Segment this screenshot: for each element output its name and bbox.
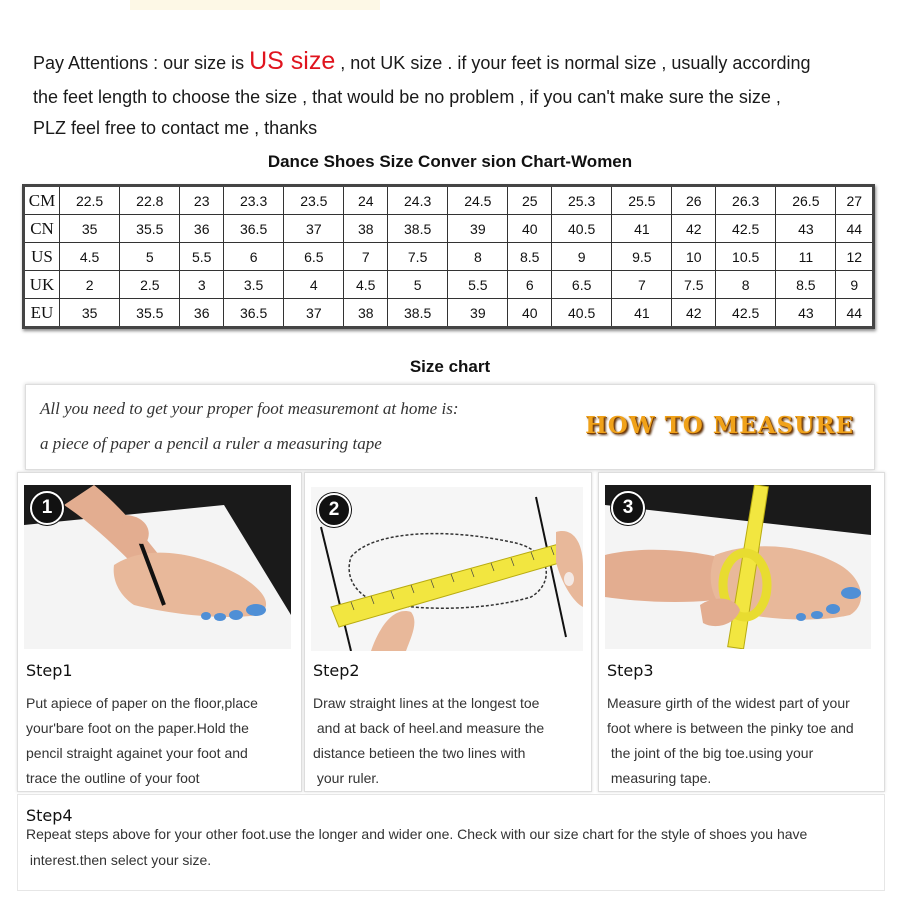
size-cell: 7 [612,271,672,299]
size-cell: 40 [508,215,552,243]
step1-number-badge: 1 [30,491,64,525]
size-cell: 42 [672,299,716,328]
size-cell: 2 [60,271,120,299]
size-cell: 23 [180,186,224,215]
size-cell: 11 [776,243,836,271]
size-cell: 26.3 [716,186,776,215]
size-row-label: CN [24,215,60,243]
size-cell: 35.5 [120,215,180,243]
size-cell: 39 [448,299,508,328]
step3-photo [605,485,871,649]
size-cell: 39 [448,215,508,243]
size-cell: 24.5 [448,186,508,215]
size-cell: 5.5 [180,243,224,271]
size-cell: 5 [388,271,448,299]
step2-photo [311,487,583,651]
size-cell: 26 [672,186,716,215]
size-cell: 6.5 [284,243,344,271]
foot-tracing-illustration [24,485,291,649]
size-cell: 43 [776,299,836,328]
us-size-highlight: US size [249,47,336,75]
size-cell: 38.5 [388,299,448,328]
size-cell: 35 [60,299,120,328]
size-cell: 41 [612,215,672,243]
size-cell: 8.5 [776,271,836,299]
size-cell: 37 [284,299,344,328]
size-cell: 7.5 [388,243,448,271]
step1-text-line: Put apiece of paper on the floor,place [26,695,258,711]
size-cell: 42.5 [716,215,776,243]
step4-text [26,821,866,873]
step3-text-line: foot where is between the pinky toe and [607,720,854,736]
size-cell: 5 [120,243,180,271]
size-cell: 8 [448,243,508,271]
size-row-label: US [24,243,60,271]
size-cell: 8 [716,271,776,299]
measure-intro-box [25,384,875,470]
step1-text-line: your'bare foot on the paper.Hold the [26,720,249,736]
step2-text-line: Draw straight lines at the longest toe [313,695,540,711]
step3-text [607,691,879,791]
size-cell: 38 [344,215,388,243]
size-cell: 6 [224,243,284,271]
size-cell: 36 [180,299,224,328]
size-cell: 38 [344,299,388,328]
size-cell: 4 [284,271,344,299]
size-cell: 6.5 [552,271,612,299]
size-cell: 42 [672,215,716,243]
step3-text-line: Measure girth of the widest part of your [607,695,850,711]
size-cell: 38.5 [388,215,448,243]
size-cell: 10.5 [716,243,776,271]
notice-line-2: the feet length to choose the size , that would be no problem , if you can't make sure the size , [33,87,781,107]
size-cell: 44 [836,299,874,328]
size-cell: 7 [344,243,388,271]
size-cell: 7.5 [672,271,716,299]
step1-text-line: pencil straight againet your foot and [26,745,248,761]
notice-line-1 [33,44,883,80]
size-cell: 44 [836,215,874,243]
size-cell: 8.5 [508,243,552,271]
size-cell: 24.3 [388,186,448,215]
top-edge-strip [130,0,380,10]
size-row-cn [24,215,874,243]
size-chart-title: Dance Shoes Size Conver sion Chart-Women [267,152,633,171]
size-cell: 25 [508,186,552,215]
size-row-us [24,243,874,271]
size-cell: 24 [344,186,388,215]
notice-line-3: PLZ feel free to contact me , thanks [33,118,318,138]
size-row-cm [24,186,874,215]
size-row-label: UK [24,271,60,299]
how-to-measure-logo: HOW TO MEASURE [585,412,854,439]
size-cell: 23.5 [284,186,344,215]
step3-panel [598,472,885,792]
size-cell: 4.5 [344,271,388,299]
size-cell: 25.3 [552,186,612,215]
step2-number-badge: 2 [317,493,351,527]
step2-text [313,691,583,791]
step3-text-line: measuring tape. [607,770,712,786]
size-cell: 22.8 [120,186,180,215]
step2-text-line: your ruler. [313,770,380,786]
size-cell: 35 [60,215,120,243]
size-cell: 6 [508,271,552,299]
size-row-label: CM [24,186,60,215]
size-cell: 36 [180,215,224,243]
size-cell: 9.5 [612,243,672,271]
size-cell: 22.5 [60,186,120,215]
size-cell: 40.5 [552,215,612,243]
size-row-uk [24,271,874,299]
size-chart-heading: Size chart [409,357,491,376]
size-cell: 5.5 [448,271,508,299]
measure-intro-line-2: a piece of paper a pencil a ruler a measuring tape [40,434,382,453]
step1-panel [17,472,302,792]
size-cell: 41 [612,299,672,328]
size-row-label: EU [24,299,60,328]
notice-prefix: Pay Attentions : our size is [33,53,245,73]
step1-label: Step1 [26,661,73,680]
size-cell: 9 [836,271,874,299]
measure-intro-line-1: All you need to get your proper foot measuremont at home is: [40,399,459,418]
step1-text [26,691,288,791]
size-cell: 36.5 [224,215,284,243]
size-notice [33,44,883,142]
size-cell: 27 [836,186,874,215]
size-cell: 42.5 [716,299,776,328]
size-cell: 35.5 [120,299,180,328]
size-conversion-table [22,184,875,329]
step2-text-line: distance betieen the two lines with [313,745,526,761]
notice-line1-suffix: , not UK size . if your feet is normal size , usually according [340,53,811,73]
size-cell: 2.5 [120,271,180,299]
step1-text-line: trace the outline of your foot [26,770,200,786]
size-cell: 25.5 [612,186,672,215]
step2-label: Step2 [313,661,360,680]
step3-text-line: the joint of the big toe.using your [607,745,814,761]
step1-photo [24,485,291,649]
step3-label: Step3 [607,661,654,680]
size-row-eu [24,299,874,328]
step2-panel [304,472,592,792]
size-cell: 26.5 [776,186,836,215]
step4-text-line: interest.then select your size. [26,852,212,868]
size-cell: 40.5 [552,299,612,328]
size-cell: 40 [508,299,552,328]
size-cell: 4.5 [60,243,120,271]
size-cell: 23.3 [224,186,284,215]
step4-label: Step4 [26,806,73,825]
size-table-body [24,186,874,328]
size-cell: 37 [284,215,344,243]
size-cell: 3 [180,271,224,299]
size-cell: 9 [552,243,612,271]
size-cell: 36.5 [224,299,284,328]
size-cell: 12 [836,243,874,271]
size-cell: 10 [672,243,716,271]
size-cell: 43 [776,215,836,243]
step3-number-badge: 3 [611,491,645,525]
step4-text-line: Repeat steps above for your other foot.use the longer and wider one. Check with our size chart for the style of shoes you have [26,826,808,842]
ruler-measure-illustration [311,487,583,651]
step2-text-line: and at back of heel.and measure the [313,720,545,736]
size-cell: 3.5 [224,271,284,299]
